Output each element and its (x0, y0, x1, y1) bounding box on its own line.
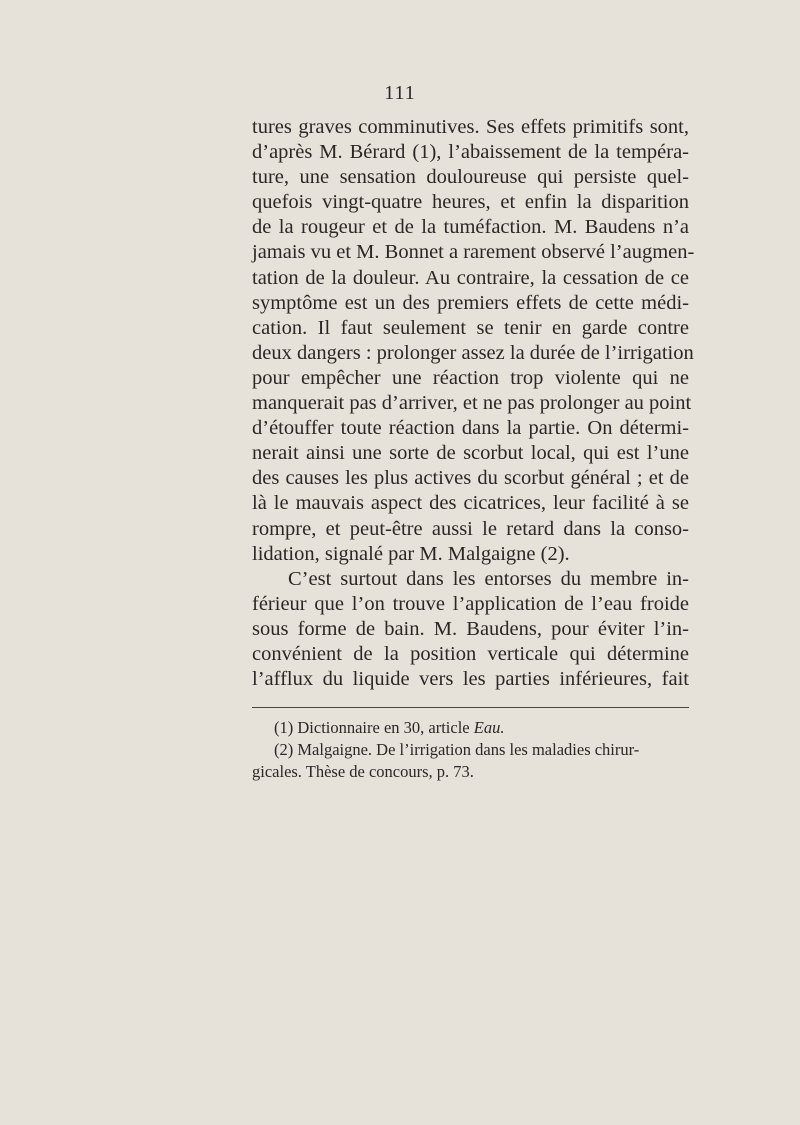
text-line: là le mauvais aspect des cicatrices, leur facilité à se (252, 492, 689, 515)
footnote-divider (252, 707, 689, 708)
text-line: lidation, signalé par M. Malgaigne (2). (252, 542, 570, 565)
body-text (252, 115, 695, 692)
text-line: jamais vu et M. Bonnet a rarement observé l’augmen- (252, 241, 695, 264)
footnote-2-continued: gicales. Thèse de concours, p. 73. (252, 762, 474, 781)
text-line: d’étouffer toute réaction dans la partie. On détermi- (252, 417, 689, 440)
text-line: quefois vingt-quatre heures, et enfin la disparition (252, 191, 689, 214)
text-line: cation. Il faut seulement se tenir en garde contre (252, 316, 689, 339)
text-line: convénient de la position verticale qui détermine (252, 642, 689, 665)
text-line: sous forme de bain. M. Baudens, pour éviter l’in- (252, 617, 689, 640)
text-line: d’après M. Bérard (1), l’abaissement de la tempéra- (252, 141, 689, 164)
page-number: 111 (384, 82, 416, 104)
footnote-1-text: (1) Dictionnaire en 30, article (274, 718, 474, 737)
text-line: ture, une sensation douloureuse qui persiste quel- (252, 166, 689, 189)
text-line: symptôme est un des premiers effets de cette médi- (252, 291, 689, 314)
text-line: pour empêcher une réaction trop violente qui ne (252, 366, 689, 389)
text-line: deux dangers : prolonger assez la durée de l’irrigation (252, 341, 694, 364)
text-line: de la rougeur et de la tuméfaction. M. Baudens n’a (252, 216, 689, 239)
text-line: l’afflux du liquide vers les parties inférieures, fait (252, 668, 689, 691)
text-line: C’est surtout dans les entorses du membre in- (288, 567, 689, 590)
text-line: nerait ainsi une sorte de scorbut local, qui est l’une (252, 442, 689, 465)
footnote-1 (252, 717, 689, 739)
text-line: des causes les plus actives du scorbut général ; et de (252, 467, 689, 490)
text-line: tures graves comminutives. Ses effets primitifs sont, (252, 116, 689, 138)
text-line: manquerait pas d’arriver, et ne pas prolonger au point (252, 392, 692, 415)
footnotes (252, 717, 689, 783)
text-line: tation de la douleur. Au contraire, la cessation de ce (252, 266, 689, 289)
text-line: férieur que l’on trouve l’application de l’eau froide (252, 592, 689, 615)
footnote-1-italic: Eau. (473, 718, 505, 737)
footnote-2: (2) Malgaigne. De l’irrigation dans les maladies chirur- (274, 740, 640, 759)
text-line: rompre, et peut-être aussi le retard dans la conso- (252, 517, 689, 540)
